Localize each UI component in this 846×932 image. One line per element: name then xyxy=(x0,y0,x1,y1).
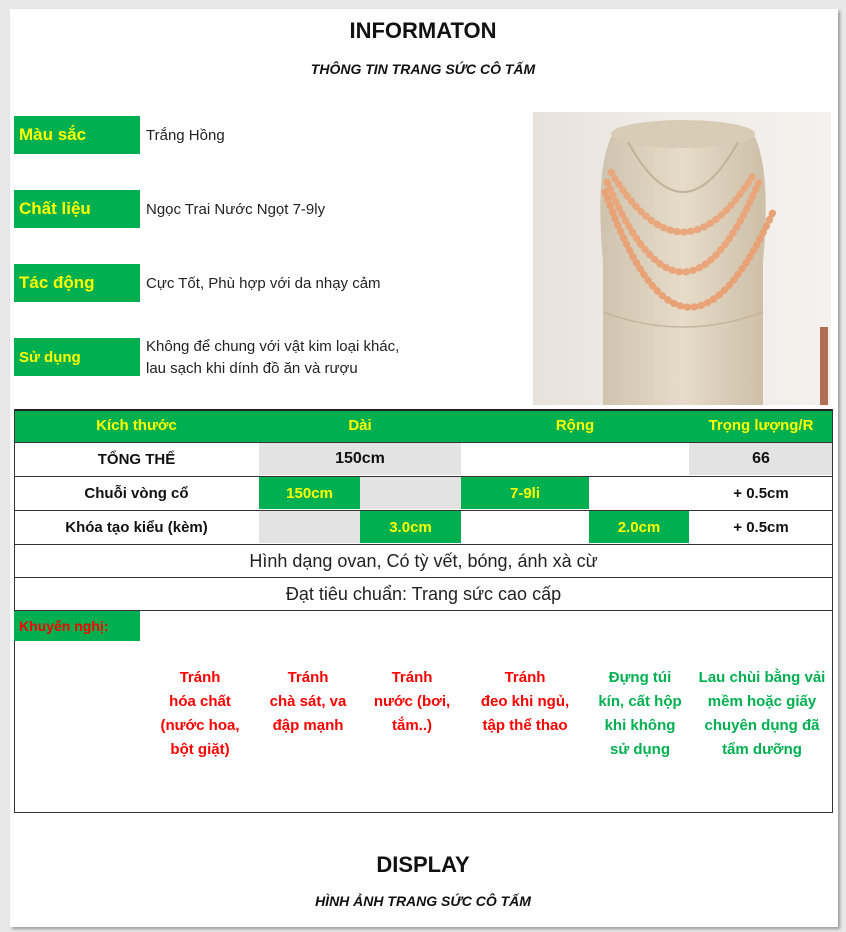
row-necklace-width: 7-9li xyxy=(461,477,589,509)
row-clasp-blank-1 xyxy=(259,511,360,543)
row-clasp-blank-2 xyxy=(461,511,589,543)
shape-row: Hình dạng ovan, Có tỳ vết, bóng, ánh xà cừ xyxy=(249,550,598,571)
row-necklace-length: 150cm xyxy=(259,477,360,509)
display-subtitle: HÌNH ẢNH TRANG SỨC CÔ TẤM xyxy=(315,893,531,909)
recommend-item-1: Tránh hóa chất (nước hoa, bột giặt) xyxy=(160,669,240,758)
header-weight: Trọng lượng/R xyxy=(689,409,833,442)
row-necklace-blank-1 xyxy=(360,477,461,509)
label-color: Màu sắc xyxy=(14,116,140,154)
label-effect: Tác động xyxy=(14,264,140,302)
value-usage-line-1: Không để chung với vật kim loại khác, xyxy=(146,338,400,355)
row-necklace-weight: + 0.5cm xyxy=(733,484,789,502)
row-overall-width xyxy=(461,443,689,475)
label-usage: Sử dụng xyxy=(14,338,140,376)
label-material: Chất liệu xyxy=(14,190,140,228)
necklace-illustration xyxy=(533,112,831,405)
standard-row: Đạt tiêu chuẩn: Trang sức cao cấp xyxy=(285,583,562,604)
value-usage-line-2: lau sạch khi dính đồ ăn và rượu xyxy=(146,360,358,377)
header-width: Rộng xyxy=(461,409,689,442)
recommend-item-5: Đựng túi kín, cất hộp khi không sử dụng xyxy=(598,669,682,758)
row-clasp-length: 3.0cm xyxy=(360,511,461,543)
row-overall-weight: 66 xyxy=(689,443,833,475)
header-length: Dài xyxy=(259,409,461,442)
recommend-item-6: Lau chùi bằng vải mềm hoặc giấy chuyên dụng đã tẩm dưỡng xyxy=(698,669,826,758)
pearl-necklace-photo xyxy=(533,112,831,405)
display-title: DISPLAY xyxy=(376,852,470,877)
header-size: Kích thước xyxy=(14,409,259,442)
page-subtitle: THÔNG TIN TRANG SỨC CÔ TẤM xyxy=(310,61,536,77)
row-overall-label: TỔNG THỂ xyxy=(97,450,176,468)
recommend-item-2: Tránh chà sát, va đập mạnh xyxy=(269,669,347,734)
row-overall-length: 150cm xyxy=(259,443,461,475)
row-clasp-weight: + 0.5cm xyxy=(733,518,789,536)
row-clasp-width: 2.0cm xyxy=(589,511,689,543)
row-clasp-label: Khóa tạo kiểu (kèm) xyxy=(65,518,208,536)
page-title: INFORMATON xyxy=(349,18,497,43)
recommend-item-4: Tránh đeo khi ngủ, tập thể thao xyxy=(480,669,570,734)
recommend-item-3: Tránh nước (bơi, tắm..) xyxy=(373,669,451,734)
row-necklace-label: Chuỗi vòng cổ xyxy=(84,484,189,502)
value-effect: Cực Tốt, Phù hợp với da nhạy cảm xyxy=(146,275,381,292)
value-color: Trắng Hồng xyxy=(146,127,225,144)
value-material: Ngọc Trai Nước Ngọt 7-9ly xyxy=(146,201,326,218)
row-necklace-blank-2 xyxy=(589,477,689,509)
recommend-label: Khuyến nghị: xyxy=(14,611,140,641)
value-usage xyxy=(146,336,399,380)
